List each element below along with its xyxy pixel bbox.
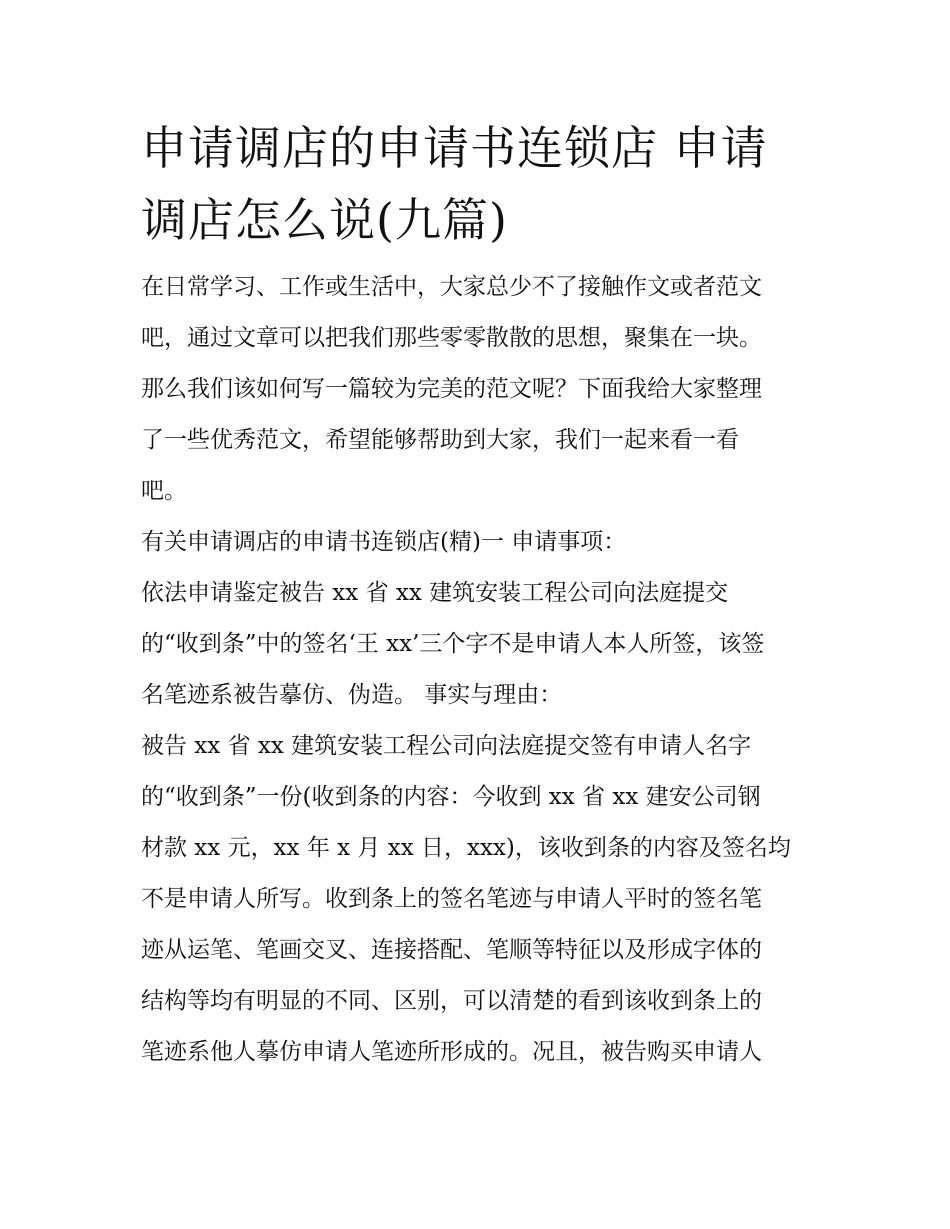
- paragraph-intro: [141, 262, 821, 517]
- text-line: 被告 xx 省 xx 建筑安装工程公司向法庭提交签有申请人名字: [141, 733, 752, 759]
- document-page: [141, 112, 821, 1078]
- text-line: 笔迹系他人摹仿申请人笔迹所形成的。况且，被告购买申请人: [141, 1039, 762, 1065]
- text-line: 名笔迹系被告摹仿、伪造。 事实与理由：: [141, 682, 563, 708]
- text-line: 吧，通过文章可以把我们那些零零散散的思想，聚集在一块。: [141, 325, 762, 351]
- text-line: 了一些优秀范文，希望能够帮助到大家，我们一起来看一看: [141, 427, 739, 453]
- text-line: 结构等均有明显的不同、区别，可以清楚的看到该收到条上的: [141, 988, 762, 1014]
- text-line: 吧。: [141, 478, 187, 504]
- paragraph-section-heading: [141, 517, 821, 568]
- title-line: 申请调店的申请书连锁店 申请: [141, 121, 768, 175]
- text-line: 的“收到条”一份(收到条的内容：今收到 xx 省 xx 建安公司钢: [141, 784, 761, 810]
- text-line: 那么我们该如何写一篇较为完美的范文呢？下面我给大家整理: [141, 376, 762, 402]
- text-line: 有关申请调店的申请书连锁店(精)一 申请事项：: [141, 529, 627, 555]
- paragraph-facts: [141, 721, 821, 1078]
- text-line: 依法申请鉴定被告 xx 省 xx 建筑安装工程公司向法庭提交: [141, 580, 729, 606]
- document-title: [141, 112, 821, 256]
- text-line: 材款 xx 元，xx 年 x 月 xx 日，xxx)，该收到条的内容及签名均: [141, 835, 791, 861]
- text-line: 的“收到条”中的签名‘王 xx’三个字不是申请人本人所签，该签: [141, 631, 765, 657]
- paragraph-request: [141, 568, 821, 721]
- text-line: 在日常学习、工作或生活中，大家总少不了接触作文或者范文: [141, 274, 762, 300]
- text-line: 不是申请人所写。收到条上的签名笔迹与申请人平时的签名笔: [141, 886, 762, 912]
- title-line: 调店怎么说(九篇): [141, 193, 508, 247]
- text-line: 迹从运笔、笔画交叉、连接搭配、笔顺等特征以及形成字体的: [141, 937, 762, 963]
